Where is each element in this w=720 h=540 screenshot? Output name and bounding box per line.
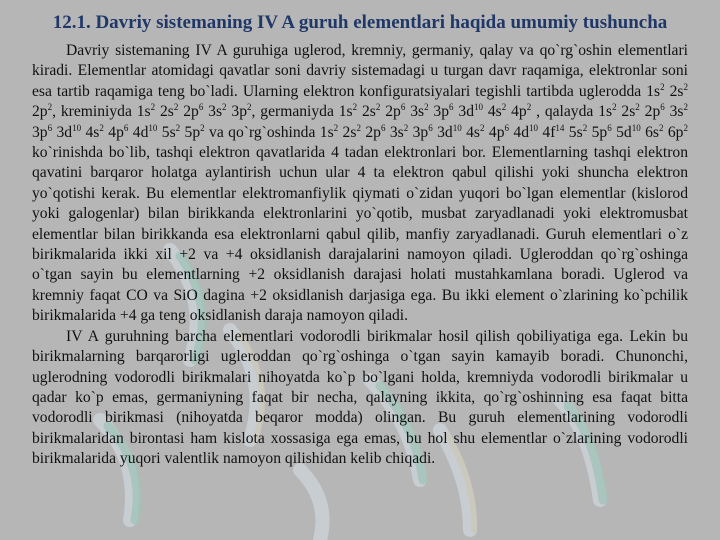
superscript: 14	[555, 122, 565, 133]
superscript: 10	[72, 122, 82, 133]
superscript: 2	[635, 102, 640, 113]
superscript: 2	[683, 102, 688, 113]
superscript: 2	[99, 122, 104, 133]
superscript: 10	[529, 122, 538, 133]
superscript: 6	[47, 122, 53, 133]
document-body	[32, 10, 688, 470]
superscript: 2	[424, 102, 429, 113]
superscript: 2	[683, 122, 688, 133]
paragraph-2: IV A guruhning barcha elementlari vodorodli birikmalar hosil qilish qobiliyatiga ega. Lekin bu birikmalarning barqarorligi ugleroddan qo`rg`oshinga o`tgan sayin kamayib boradi. Chunonchi, uglerodning vodorodli birikmalari nihoyatda ko`p bo`lgani holda, kremniyda vodorodli birikmalar u qadar ko`p emas, germaniyning faqat bir necha, qalayning ikkita, qo`rg`oshinning esa faqat bitta vodorodli birikmasi (nihoyatda beqaror modda) olingan. Bu guruh elementlarining vodorodli birikmalaridan birontasi ham kislota xossasiga ega emas, bu hol shu elementlar o`zlarining vodorodli birikmalarida yuqori valentlik namoyon qilishidan kelib chiqadi.	[32, 327, 688, 468]
superscript: 2	[356, 122, 361, 133]
superscript: 2	[173, 102, 179, 113]
superscript: 10	[452, 122, 462, 133]
superscript: 2	[683, 81, 688, 92]
superscript: 2	[480, 122, 485, 133]
superscript: 2	[582, 122, 588, 133]
superscript: 6	[660, 102, 665, 113]
superscript: 2	[660, 81, 665, 92]
superscript: 2	[375, 102, 381, 113]
superscript: 2	[501, 102, 507, 113]
superscript: 2	[658, 122, 664, 133]
superscript: 6	[428, 122, 433, 133]
superscript: 2	[247, 102, 252, 113]
superscript: 2	[200, 122, 205, 133]
superscript: 6	[449, 102, 454, 113]
superscript: 6	[198, 102, 204, 113]
superscript: 10	[631, 122, 641, 133]
superscript: 6	[400, 102, 406, 113]
superscript: 2	[150, 102, 156, 113]
superscript: 6	[123, 122, 129, 133]
superscript: 2	[175, 122, 181, 133]
superscript: 10	[474, 102, 483, 113]
superscript: 2	[612, 102, 617, 113]
superscript: 2	[47, 102, 53, 113]
superscript: 2	[352, 102, 358, 113]
superscript: 6	[607, 122, 612, 133]
superscript: 2	[526, 102, 532, 113]
superscript: 2	[333, 122, 339, 133]
superscript: 6	[504, 122, 509, 133]
superscript: 2	[222, 102, 227, 113]
superscript: 2	[403, 122, 409, 133]
page-title: 12.1. Davriy sistemaning IV A guruh elementlari haqida umumiy tushuncha	[52, 12, 668, 33]
superscript: 6	[380, 122, 386, 133]
superscript: 10	[148, 122, 158, 133]
paragraph-1: Davriy sistemaning IV A guruhiga uglerod, kremniy, germaniy, qalay va qo`rg`oshin elementlari kiradi. Elementlar atomidagi qavatlar soni davriy sistemadagi u turgan davr raqamiga, elektronlar soni esa tartib raqamiga teng bo`ladi. Ularning elektron konfiguratsiyalari tegishli tartibda uglerodda $1s^2$ $2s^2$ $2p^2$, kreminiyda $1s^2$ $2s^2$ $2p^6$ $3s^2$ $3p^2$, germaniyda $1s^2$ $2s^2$ $2p^6$ $3s^2$ $3p^6$ $3d^{10}$ $4s^2$ $4p^2$ , qalayda $1s^2$ $2s^2$ $2p^6$ $3s^2$ $3p^6$ $3d^{10}$ $4s^2$ $4p^6$ $4d^{10}$ $5s^2$ $5p^2$ va qo`rg`oshinda $1s^2$ $2s^2$ $2p^6$ $3s^2$ $3p^6$ $3d^{10}$ $4s^2$ $4p^6$ $4d^{10}$ $4f^{14}$ $5s^2$ $5p^6$ $5d^{10}$ $6s^2$ $6p^2$ ko`rinishda bo`lib, tashqi elektron qavatlarida 4 tadan elektronlari bor. Elementlarning tashqi elektron qavatini barqaror holatga aylantirish uchun ular 4 ta elektron qabul qilishi yoki shuncha elektron yo`qotishi kerak. Bu elementlar elektromanfiylik qiymati o`zidan yuqori bo`lgan elementlar (kislorod yoki galogenlar) bilan birikkanda elektronlarini yo`qotib, musbat zaryadlanadi yoki elektromusbat elementlar bilan birikkanda esa elektronlarni qabul qilib, manfiy zaryadlanadi. Guruh elementlari o`z birikmalarida ikki xil +2 va +4 oksidlanish darajalarini namoyon qiladi. Ugleroddan qo`rg`oshinga o`tgan sayin bu elementlarning +2 oksidlanish darajasi holati mustahkamlana boradi. Uglerod va kremniy faqat CO va SiO dagina +2 oksidlanish darjasiga ega. Bu ikki element o`zlarining ko`pchilik birikmalarida +4 ga teng oksidlanish daraja namoyon qiladi.	[32, 42, 688, 325]
